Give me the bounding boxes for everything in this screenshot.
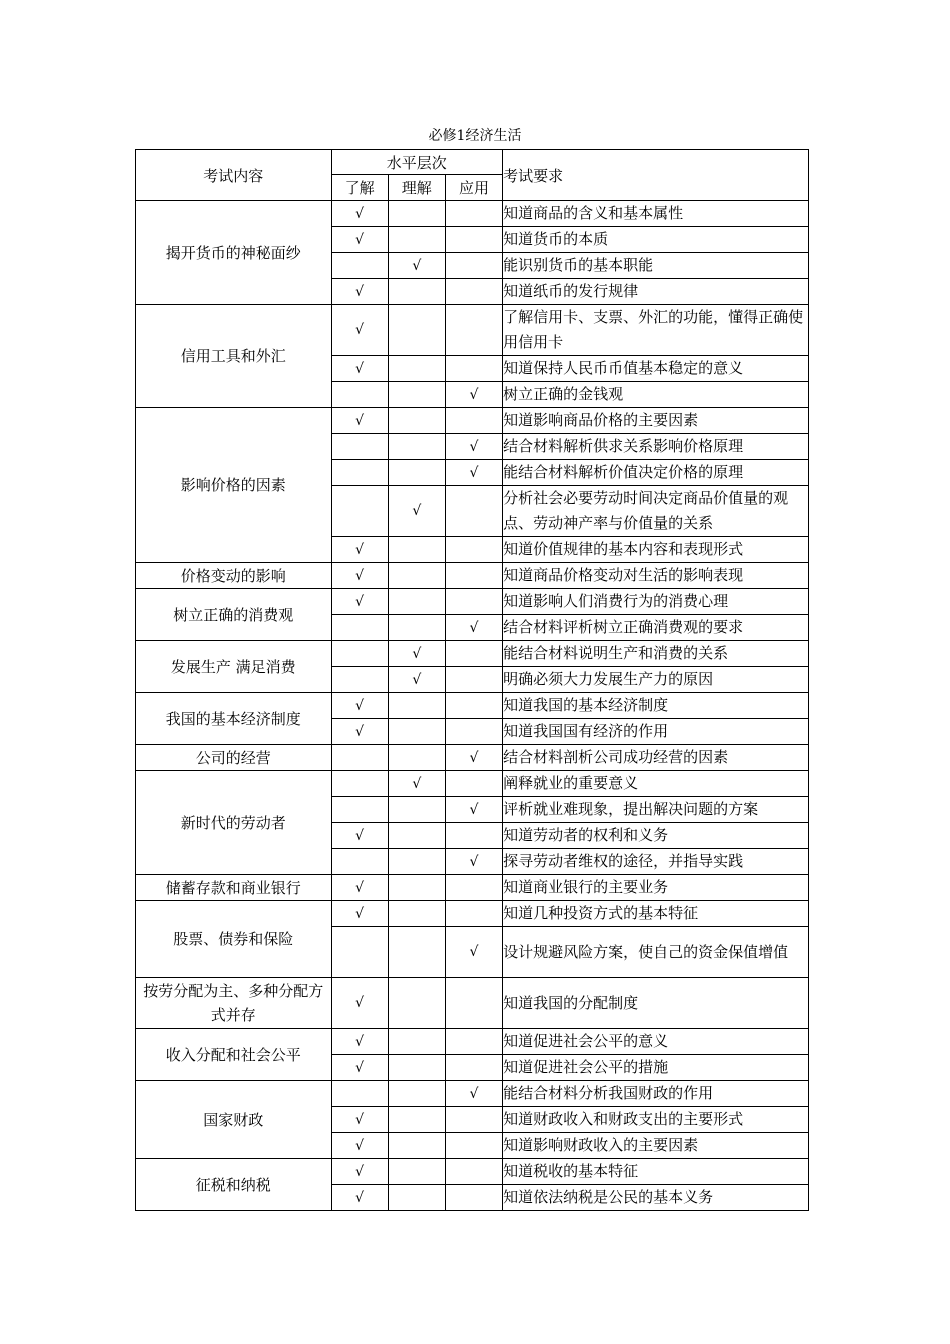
- level-cell: [331, 486, 388, 537]
- level-cell: [388, 797, 445, 823]
- requirement-cell: 知道纸币的发行规律: [503, 279, 809, 305]
- requirement-cell: 树立正确的金钱观: [503, 382, 809, 408]
- level-cell: [388, 356, 445, 382]
- table-row: [136, 305, 809, 356]
- check-mark: √: [388, 667, 445, 693]
- requirement-cell: 知道货币的本质: [503, 227, 809, 253]
- page-title: 必修1经济生活: [428, 128, 522, 144]
- check-mark: √: [388, 253, 445, 279]
- topic-cell: 股票、债券和保险: [136, 901, 332, 978]
- level-cell: [445, 875, 502, 901]
- level-cell: [331, 460, 388, 486]
- level-cell: [388, 927, 445, 978]
- requirement-cell: 阐释就业的重要意义: [503, 771, 809, 797]
- level-cell: [331, 253, 388, 279]
- header-level-comprehend: 理解: [388, 175, 445, 201]
- level-cell: [388, 382, 445, 408]
- level-cell: [388, 563, 445, 589]
- topic-cell: 发展生产 满足消费: [136, 641, 332, 693]
- topic-cell: 按劳分配为主、多种分配方式并存: [136, 978, 332, 1029]
- requirement-cell: 知道我国的基本经济制度: [503, 693, 809, 719]
- check-mark: √: [331, 201, 388, 227]
- table-row: [136, 693, 809, 719]
- header-level-group: 水平层次: [331, 150, 503, 175]
- level-cell: [445, 978, 502, 1029]
- check-mark: √: [445, 797, 502, 823]
- level-cell: [388, 745, 445, 771]
- level-cell: [445, 563, 502, 589]
- level-cell: [388, 1133, 445, 1159]
- requirement-cell: 知道依法纳税是公民的基本义务: [503, 1185, 809, 1211]
- level-cell: [388, 279, 445, 305]
- check-mark: √: [445, 460, 502, 486]
- topic-cell: 储蓄存款和商业银行: [136, 875, 332, 901]
- level-cell: [388, 978, 445, 1029]
- level-cell: [445, 823, 502, 849]
- level-cell: [388, 823, 445, 849]
- level-cell: [388, 875, 445, 901]
- level-cell: [445, 408, 502, 434]
- requirement-cell: 知道促进社会公平的措施: [503, 1055, 809, 1081]
- level-cell: [388, 589, 445, 615]
- level-cell: [445, 227, 502, 253]
- topic-cell: 国家财政: [136, 1081, 332, 1159]
- requirement-cell: 结合材料评析树立正确消费观的要求: [503, 615, 809, 641]
- requirement-cell: 能结合材料解析价值决定价格的原理: [503, 460, 809, 486]
- level-cell: [445, 279, 502, 305]
- check-mark: √: [388, 641, 445, 667]
- topic-cell: 征税和纳税: [136, 1159, 332, 1211]
- check-mark: √: [445, 849, 502, 875]
- topic-cell: 信用工具和外汇: [136, 305, 332, 408]
- topic-cell: 价格变动的影响: [136, 563, 332, 589]
- table-row: [136, 1159, 809, 1185]
- level-cell: [445, 667, 502, 693]
- level-cell: [445, 1133, 502, 1159]
- check-mark: √: [331, 1133, 388, 1159]
- level-cell: [445, 901, 502, 927]
- level-cell: [445, 537, 502, 563]
- header-exam-requirement: 考试要求: [503, 150, 809, 201]
- level-cell: [388, 1081, 445, 1107]
- check-mark: √: [388, 771, 445, 797]
- syllabus-table: [135, 149, 809, 1211]
- check-mark: √: [331, 901, 388, 927]
- requirement-cell: 知道税收的基本特征: [503, 1159, 809, 1185]
- level-cell: [445, 1055, 502, 1081]
- table-row: [136, 408, 809, 434]
- requirement-cell: 知道商业银行的主要业务: [503, 875, 809, 901]
- topic-cell: 收入分配和社会公平: [136, 1029, 332, 1081]
- level-cell: [445, 305, 502, 356]
- topic-cell: 新时代的劳动者: [136, 771, 332, 875]
- requirement-cell: 知道价值规律的基本内容和表现形式: [503, 537, 809, 563]
- check-mark: √: [331, 589, 388, 615]
- table-row: [136, 641, 809, 667]
- level-cell: [331, 745, 388, 771]
- level-cell: [331, 927, 388, 978]
- check-mark: √: [445, 434, 502, 460]
- check-mark: √: [445, 382, 502, 408]
- level-cell: [388, 460, 445, 486]
- level-cell: [388, 615, 445, 641]
- level-cell: [388, 1055, 445, 1081]
- table-row: [136, 1029, 809, 1055]
- requirement-cell: 知道商品的含义和基本属性: [503, 201, 809, 227]
- syllabus-body: [136, 201, 809, 1211]
- level-cell: [445, 1107, 502, 1133]
- check-mark: √: [331, 227, 388, 253]
- requirement-cell: 能结合材料说明生产和消费的关系: [503, 641, 809, 667]
- level-cell: [388, 849, 445, 875]
- requirement-cell: 设计规避风险方案，使自己的资金保值增值: [503, 927, 809, 978]
- level-cell: [331, 797, 388, 823]
- level-cell: [445, 356, 502, 382]
- header-exam-content: 考试内容: [136, 150, 332, 201]
- check-mark: √: [331, 1107, 388, 1133]
- level-cell: [445, 253, 502, 279]
- level-cell: [445, 1159, 502, 1185]
- check-mark: √: [331, 537, 388, 563]
- level-cell: [388, 719, 445, 745]
- requirement-cell: 能结合材料分析我国财政的作用: [503, 1081, 809, 1107]
- level-cell: [445, 589, 502, 615]
- requirement-cell: 评析就业难现象，提出解决问题的方案: [503, 797, 809, 823]
- requirement-cell: 知道影响财政收入的主要因素: [503, 1133, 809, 1159]
- level-cell: [388, 1159, 445, 1185]
- check-mark: √: [331, 305, 388, 356]
- level-cell: [331, 434, 388, 460]
- level-cell: [445, 1185, 502, 1211]
- level-cell: [445, 201, 502, 227]
- requirement-cell: 知道几种投资方式的基本特征: [503, 901, 809, 927]
- topic-cell: 影响价格的因素: [136, 408, 332, 563]
- level-cell: [388, 305, 445, 356]
- check-mark: √: [445, 1081, 502, 1107]
- check-mark: √: [331, 563, 388, 589]
- table-row: [136, 745, 809, 771]
- topic-cell: 揭开货币的神秘面纱: [136, 201, 332, 305]
- check-mark: √: [331, 823, 388, 849]
- check-mark: √: [445, 615, 502, 641]
- level-cell: [388, 201, 445, 227]
- table-row: [136, 978, 809, 1029]
- requirement-cell: 知道我国的分配制度: [503, 978, 809, 1029]
- table-row: [136, 589, 809, 615]
- requirement-cell: 知道影响商品价格的主要因素: [503, 408, 809, 434]
- level-cell: [331, 771, 388, 797]
- level-cell: [445, 641, 502, 667]
- table-row: [136, 875, 809, 901]
- level-cell: [445, 771, 502, 797]
- header-level-apply: 应用: [445, 175, 502, 201]
- level-cell: [388, 1029, 445, 1055]
- table-row: [136, 771, 809, 797]
- check-mark: √: [331, 1029, 388, 1055]
- level-cell: [388, 1107, 445, 1133]
- requirement-cell: 探寻劳动者维权的途径，并指导实践: [503, 849, 809, 875]
- level-cell: [388, 227, 445, 253]
- requirement-cell: 知道商品价格变动对生活的影响表现: [503, 563, 809, 589]
- level-cell: [388, 537, 445, 563]
- level-cell: [331, 849, 388, 875]
- level-cell: [388, 408, 445, 434]
- header-level-understand: 了解: [331, 175, 388, 201]
- requirement-cell: 知道影响人们消费行为的消费心理: [503, 589, 809, 615]
- requirement-cell: 知道财政收入和财政支出的主要形式: [503, 1107, 809, 1133]
- level-cell: [445, 1029, 502, 1055]
- level-cell: [445, 486, 502, 537]
- requirement-cell: 分析社会必要劳动时间决定商品价值量的观点、劳动神产率与价值量的关系: [503, 486, 809, 537]
- check-mark: √: [331, 1185, 388, 1211]
- topic-cell: 公司的经营: [136, 745, 332, 771]
- requirement-cell: 知道促进社会公平的意义: [503, 1029, 809, 1055]
- check-mark: √: [331, 978, 388, 1029]
- check-mark: √: [331, 719, 388, 745]
- check-mark: √: [331, 356, 388, 382]
- requirement-cell: 结合材料解析供求关系影响价格原理: [503, 434, 809, 460]
- level-cell: [331, 1081, 388, 1107]
- level-cell: [331, 667, 388, 693]
- requirement-cell: 知道我国国有经济的作用: [503, 719, 809, 745]
- requirement-cell: 明确必须大力发展生产力的原因: [503, 667, 809, 693]
- table-row: [136, 901, 809, 927]
- level-cell: [331, 641, 388, 667]
- table-row: [136, 1081, 809, 1107]
- level-cell: [445, 693, 502, 719]
- requirement-cell: 了解信用卡、支票、外汇的功能，懂得正确使用信用卡: [503, 305, 809, 356]
- level-cell: [445, 719, 502, 745]
- level-cell: [388, 434, 445, 460]
- check-mark: √: [331, 279, 388, 305]
- check-mark: √: [331, 693, 388, 719]
- check-mark: √: [331, 1159, 388, 1185]
- requirement-cell: 能识别货币的基本职能: [503, 253, 809, 279]
- table-row: [136, 201, 809, 227]
- level-cell: [388, 901, 445, 927]
- requirement-cell: 结合材料剖析公司成功经营的因素: [503, 745, 809, 771]
- requirement-cell: 知道劳动者的权利和义务: [503, 823, 809, 849]
- check-mark: √: [445, 927, 502, 978]
- level-cell: [331, 615, 388, 641]
- check-mark: √: [331, 875, 388, 901]
- level-cell: [388, 1185, 445, 1211]
- topic-cell: 树立正确的消费观: [136, 589, 332, 641]
- check-mark: √: [445, 745, 502, 771]
- level-cell: [388, 693, 445, 719]
- level-cell: [331, 382, 388, 408]
- table-row: [136, 563, 809, 589]
- check-mark: √: [331, 1055, 388, 1081]
- check-mark: √: [388, 486, 445, 537]
- check-mark: √: [331, 408, 388, 434]
- requirement-cell: 知道保持人民币币值基本稳定的意义: [503, 356, 809, 382]
- topic-cell: 我国的基本经济制度: [136, 693, 332, 745]
